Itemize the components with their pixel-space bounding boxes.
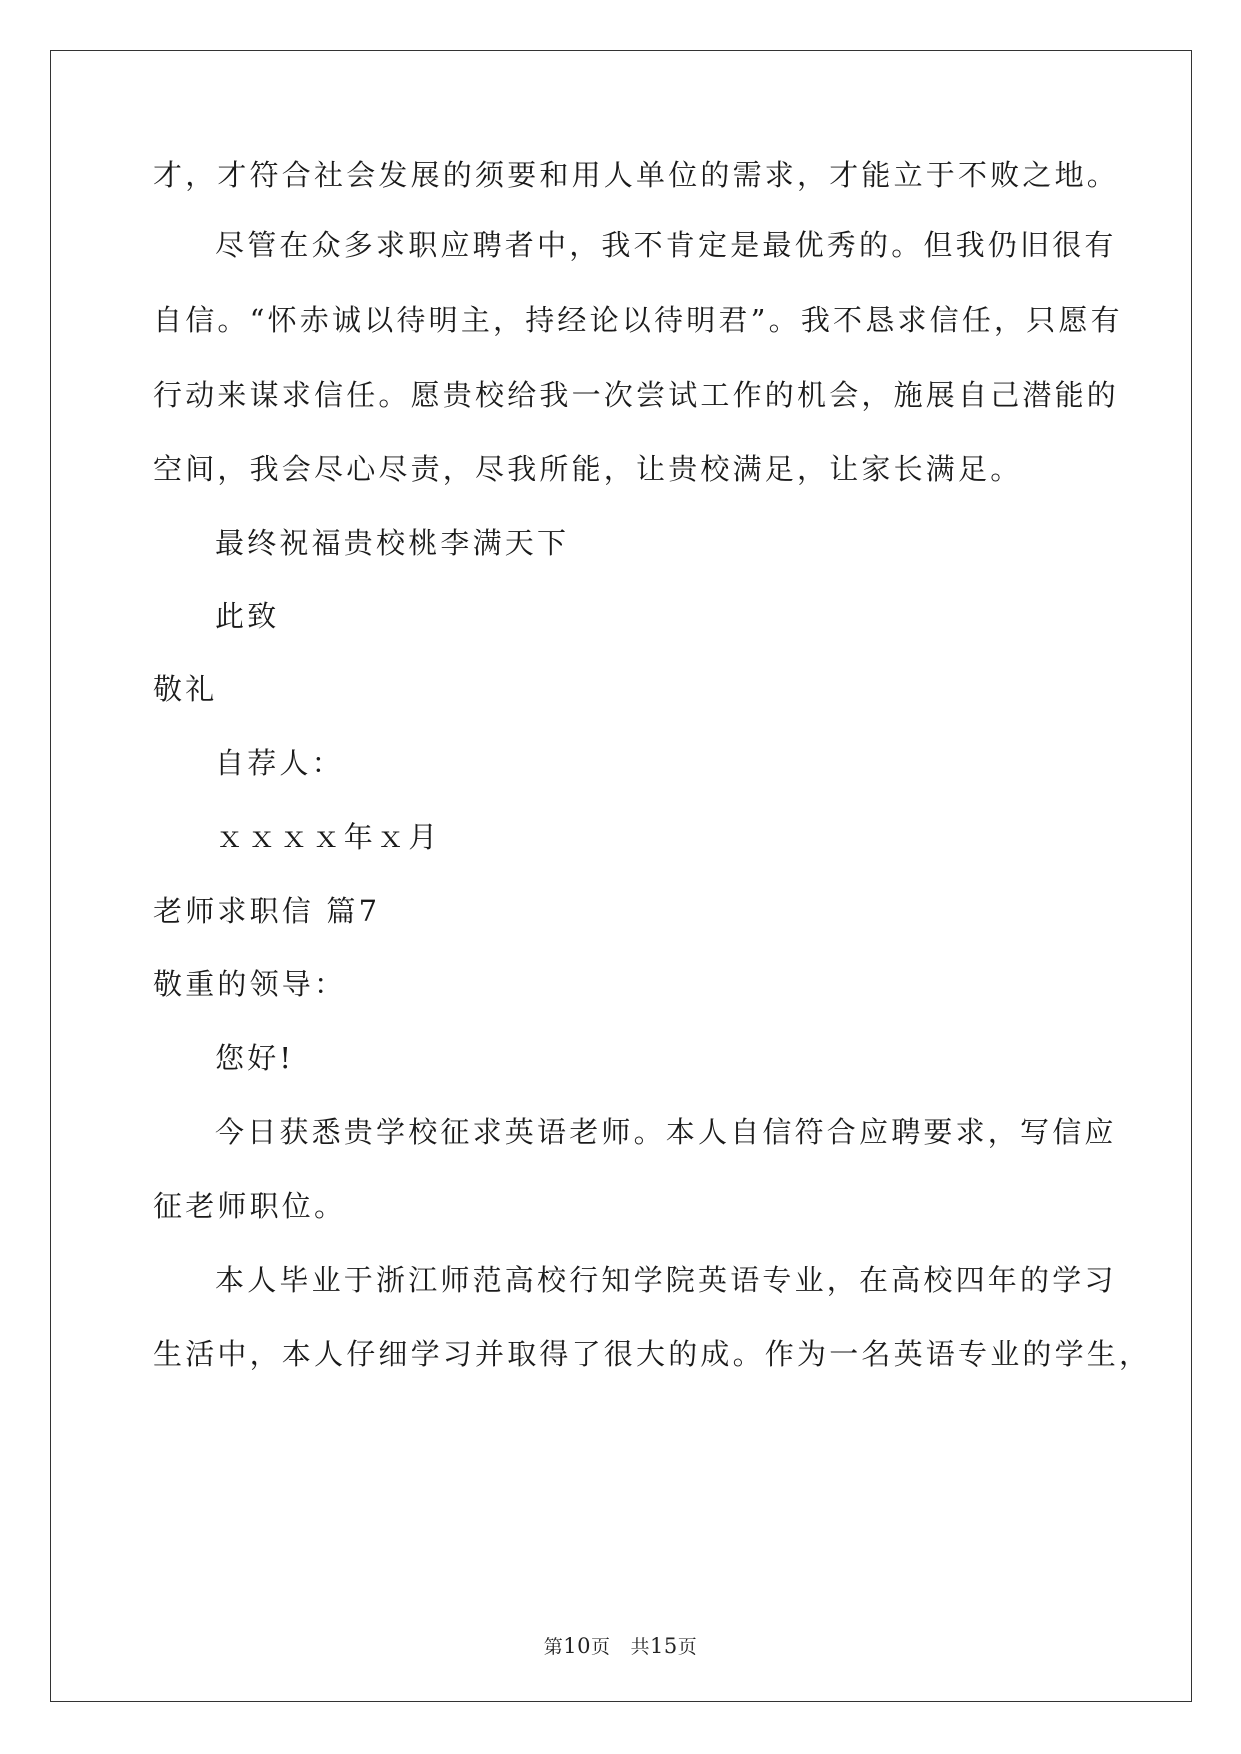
- total-page-number: 15: [650, 1634, 678, 1658]
- current-page-number: 10: [563, 1634, 591, 1658]
- paragraph-line: 最终祝福贵校桃李满天下: [215, 526, 570, 560]
- page-border: [50, 50, 1192, 1702]
- section-heading: 老师求职信 篇7: [153, 894, 381, 928]
- paragraph-line: 本人毕业于浙江师范高校行知学院英语专业，在高校四年的学习: [215, 1263, 1117, 1297]
- paragraph-line: 今日获悉贵学校征求英语老师。本人自信符合应聘要求，写信应: [215, 1115, 1117, 1149]
- footer-prefix: 第: [543, 1636, 564, 1658]
- footer-page-suffix: 页: [590, 1636, 611, 1658]
- greeting-line: 您好!: [215, 1041, 295, 1075]
- paragraph-line: 尽管在众多求职应聘者中，我不肯定是最优秀的。但我仍旧很有: [215, 228, 1117, 262]
- footer-total-prefix: 共: [630, 1636, 651, 1658]
- closing-line: 敬礼: [153, 672, 218, 706]
- paragraph-line: 行动来谋求信任。愿贵校给我一次尝试工作的机会，施展自己潜能的: [153, 378, 1120, 412]
- footer-total-suffix: 页: [677, 1636, 698, 1658]
- paragraph-line: 生活中，本人仔细学习并取得了很大的成。作为一名英语专业的学生，: [153, 1337, 1152, 1371]
- closing-line: 此致: [215, 599, 280, 633]
- paragraph-line: 才，才符合社会发展的须要和用人单位的需求，才能立于不败之地。: [153, 158, 1120, 192]
- paragraph-line: 空间，我会尽心尽责，尽我所能，让贵校满足，让家长满足。: [153, 452, 1023, 486]
- page-footer: [0, 1632, 1241, 1659]
- paragraph-line: 征老师职位。: [153, 1189, 347, 1223]
- date-line: ｘｘｘｘ年ｘ月: [215, 820, 441, 854]
- signature-line: 自荐人：: [215, 746, 344, 780]
- salutation-line: 敬重的领导：: [153, 967, 347, 1001]
- paragraph-line: 自信。“怀赤诚以待明主，持经论以待明君”。我不恳求信任，只愿有: [153, 303, 1123, 337]
